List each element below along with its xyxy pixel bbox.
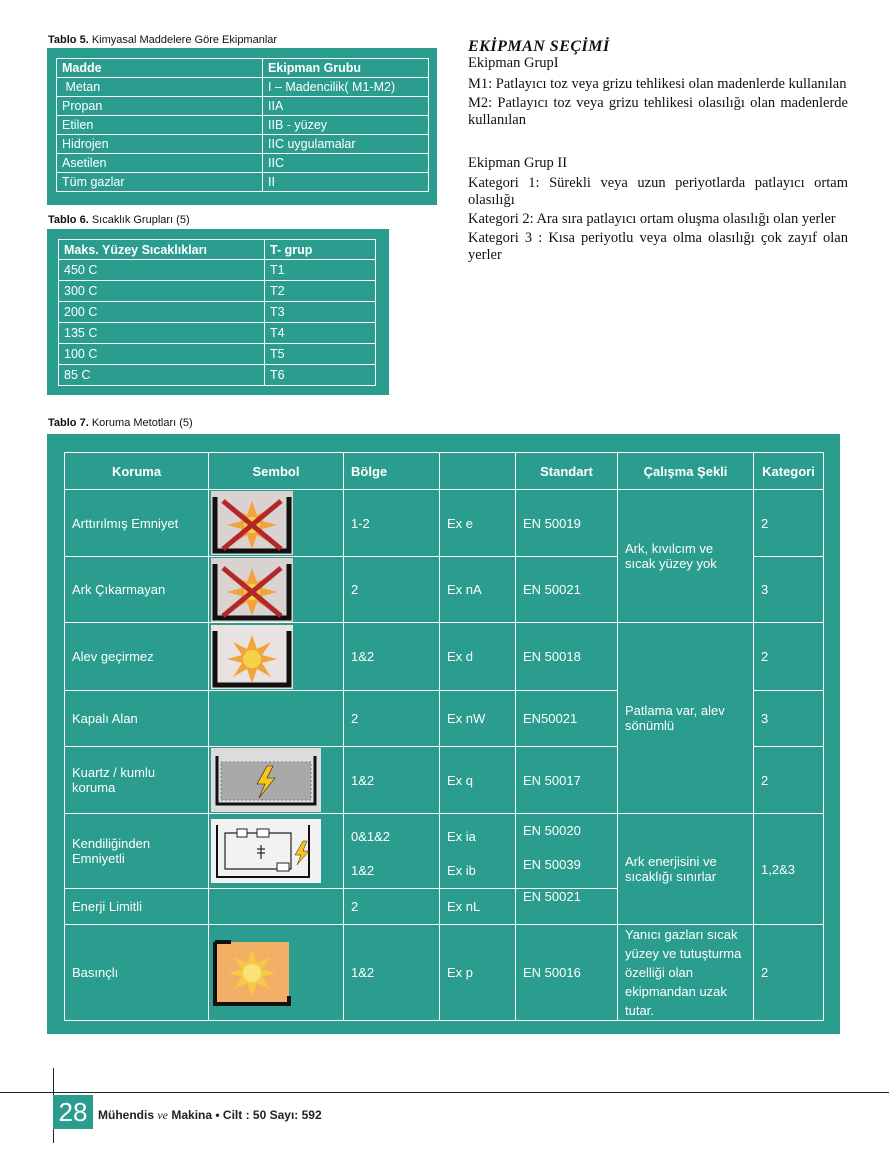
table-header-row bbox=[57, 59, 429, 78]
table-cell: Basınçlı bbox=[65, 925, 209, 1021]
table-cell: Kapalı Alan bbox=[65, 691, 209, 747]
grup1-title: Ekipman GrupI bbox=[468, 55, 559, 71]
tablo5-caption: Tablo 5. Kimyasal Maddelere Göre Ekipmanlar bbox=[48, 34, 278, 46]
header-cell: Standart bbox=[516, 453, 618, 490]
table-cell: Ex nL bbox=[440, 889, 516, 925]
m2-text: M2: Patlayıcı toz veya grizu tehlikesi olasılığı olan madenlerde kullanılan bbox=[468, 95, 848, 128]
tablo6-caption: Tablo 6. Sıcaklık Grupları (5) bbox=[48, 214, 190, 226]
table-cell: EN 50021 bbox=[516, 557, 618, 623]
tablo7-table bbox=[64, 452, 824, 1021]
table-cell: 2 bbox=[754, 747, 824, 814]
table-row bbox=[57, 116, 429, 135]
header-cell: Bölge bbox=[344, 453, 440, 490]
table-row bbox=[59, 302, 376, 323]
table-cell: Kendiliğinden Emniyetli bbox=[65, 814, 209, 889]
tablo6-table bbox=[58, 239, 376, 386]
section-title: EKİPMAN SEÇİMİ bbox=[468, 38, 610, 55]
header-cell: Madde bbox=[57, 59, 263, 78]
calisma-cell: Yanıcı gazları sıcak yüzey ve tutuşturma özelliği olan ekipmandan uzak tutar. bbox=[618, 925, 754, 1021]
table-cell: Hidrojen bbox=[57, 135, 263, 154]
bolge-ib: 1&2 bbox=[351, 863, 375, 878]
table-cell: Ex p bbox=[440, 925, 516, 1021]
table-cell: Ex q bbox=[440, 747, 516, 814]
tablo7-caption: Tablo 7. Koruma Metotları (5) bbox=[48, 417, 193, 429]
table-row bbox=[59, 344, 376, 365]
table-cell: Asetilen bbox=[57, 154, 263, 173]
table-row bbox=[57, 173, 429, 192]
table-cell: EN 50019 bbox=[516, 490, 618, 557]
table-cell: 2 bbox=[344, 691, 440, 747]
pressurized-enclosure-symbol-icon bbox=[211, 938, 293, 1008]
table-cell: 300 C bbox=[59, 281, 265, 302]
table-cell: Etilen bbox=[57, 116, 263, 135]
table-row bbox=[59, 260, 376, 281]
header-cell bbox=[440, 453, 516, 490]
tablo5-panel bbox=[47, 48, 437, 205]
table-cell: 2 bbox=[754, 623, 824, 691]
table-row bbox=[59, 365, 376, 386]
table-cell: 450 C bbox=[59, 260, 265, 281]
tablo5-table bbox=[56, 58, 429, 192]
table-cell: Ex nA bbox=[440, 557, 516, 623]
standart-ib: EN 50039 bbox=[523, 857, 581, 872]
table-cell: T5 bbox=[265, 344, 376, 365]
table-cell: Alev geçirmez bbox=[65, 623, 209, 691]
table-cell: EN 50016 bbox=[516, 925, 618, 1021]
table-cell: 1&2 bbox=[344, 925, 440, 1021]
table-cell: Ex nW bbox=[440, 691, 516, 747]
table-row bbox=[57, 154, 429, 173]
table-cell: Metan bbox=[57, 78, 263, 97]
table-cell: 135 C bbox=[59, 323, 265, 344]
table-row bbox=[57, 97, 429, 116]
table-cell: T3 bbox=[265, 302, 376, 323]
table-cell: 2 bbox=[754, 925, 824, 1021]
table-cell: 2 bbox=[344, 889, 440, 925]
spark-enclosure-symbol-icon bbox=[211, 625, 293, 689]
table-row bbox=[57, 78, 429, 97]
symbol-cell bbox=[209, 691, 344, 747]
journal-name-a: Mühendis bbox=[98, 1108, 154, 1122]
table-cell bbox=[344, 814, 440, 889]
calisma-cell: Ark enerjisini ve sıcaklığı sınırlar bbox=[618, 814, 754, 925]
journal-name-b: Makina bbox=[171, 1108, 213, 1122]
kod-ib: Ex ib bbox=[447, 863, 476, 878]
sand-filled-enclosure-symbol-icon bbox=[211, 748, 321, 812]
table-cell: EN 50017 bbox=[516, 747, 618, 814]
table-row bbox=[65, 623, 824, 691]
table-cell: Ex e bbox=[440, 490, 516, 557]
k1-text: Kategori 1: Sürekli veya uzun periyotlarda patlayıcı ortam olasılığı bbox=[468, 175, 848, 208]
header-cell: T- grup bbox=[265, 240, 376, 260]
table-row bbox=[57, 135, 429, 154]
table-cell: Arttırılmış Emniyet bbox=[65, 490, 209, 557]
table-cell: 1-2 bbox=[344, 490, 440, 557]
bolge-ia: 0&1&2 bbox=[351, 829, 391, 844]
table-cell: IIC bbox=[263, 154, 429, 173]
table-cell: Kuartz / kumlu koruma bbox=[65, 747, 209, 814]
table-header-row bbox=[59, 240, 376, 260]
table-cell: 3 bbox=[754, 691, 824, 747]
table-cell: IIC uygulamalar bbox=[263, 135, 429, 154]
table-cell: T4 bbox=[265, 323, 376, 344]
cross-spark-symbol-icon bbox=[211, 491, 293, 555]
table-cell: Ark Çıkarmayan bbox=[65, 557, 209, 623]
table-cell: EN 50021 bbox=[516, 889, 618, 925]
header-cell: Kategori bbox=[754, 453, 824, 490]
header-cell: Koruma bbox=[65, 453, 209, 490]
tablo6-panel bbox=[47, 229, 389, 395]
header-cell: Sembol bbox=[209, 453, 344, 490]
header-cell: Ekipman Grubu bbox=[263, 59, 429, 78]
table-cell: 3 bbox=[754, 557, 824, 623]
table-row bbox=[65, 814, 824, 889]
symbol-cell bbox=[209, 557, 344, 623]
header-cell: Maks. Yüzey Sıcaklıkları bbox=[59, 240, 265, 260]
journal-name-ve: ve bbox=[157, 1108, 168, 1122]
k3-text: Kategori 3 : Kısa periyotlu veya olma olasılığı çok zayıf olan yerler bbox=[468, 230, 848, 263]
table-cell: 200 C bbox=[59, 302, 265, 323]
kod-ia: Ex ia bbox=[447, 829, 476, 844]
journal-issue: • Cilt : 50 Sayı: 592 bbox=[215, 1108, 322, 1122]
symbol-cell bbox=[209, 490, 344, 557]
table-row bbox=[65, 925, 824, 1021]
table-cell: II bbox=[263, 173, 429, 192]
standart-ia: EN 50020 bbox=[523, 823, 581, 838]
table-cell: IIB - yüzey bbox=[263, 116, 429, 135]
table-cell: 1&2 bbox=[344, 747, 440, 814]
table-cell bbox=[440, 814, 516, 889]
table-cell: EN50021 bbox=[516, 691, 618, 747]
k2-text: Kategori 2: Ara sıra patlayıcı ortam oluşma olasılığı olan yerler bbox=[468, 211, 836, 227]
symbol-cell bbox=[209, 925, 344, 1021]
symbol-cell bbox=[209, 623, 344, 691]
table-cell: EN 50018 bbox=[516, 623, 618, 691]
table-cell: 2 bbox=[344, 557, 440, 623]
table-row bbox=[65, 490, 824, 557]
table-cell: Propan bbox=[57, 97, 263, 116]
symbol-cell bbox=[209, 889, 344, 925]
symbol-cell bbox=[209, 814, 344, 889]
footer-rule bbox=[0, 1092, 889, 1093]
table-header-row bbox=[65, 453, 824, 490]
table-cell: 85 C bbox=[59, 365, 265, 386]
tablo7-panel bbox=[47, 434, 840, 1034]
table-cell: Enerji Limitli bbox=[65, 889, 209, 925]
ekipman-secimi-section bbox=[468, 38, 848, 264]
circuit-symbol-icon bbox=[211, 819, 321, 883]
symbol-cell bbox=[209, 747, 344, 814]
calisma-cell: Ark, kıvılcım ve sıcak yüzey yok bbox=[618, 490, 754, 623]
cross-spark-symbol-icon bbox=[211, 558, 293, 622]
table-cell: 1&2 bbox=[344, 623, 440, 691]
header-cell: Çalışma Şekli bbox=[618, 453, 754, 490]
table-row bbox=[59, 281, 376, 302]
table-cell: Tüm gazlar bbox=[57, 173, 263, 192]
table-cell: 2 bbox=[754, 490, 824, 557]
table-cell: T6 bbox=[265, 365, 376, 386]
calisma-cell: Patlama var, alev sönümlü bbox=[618, 623, 754, 814]
page-number: 28 bbox=[53, 1095, 93, 1129]
table-cell: T1 bbox=[265, 260, 376, 281]
table-cell: IIA bbox=[263, 97, 429, 116]
kategori-cell: 1,2&3 bbox=[754, 814, 824, 925]
table-cell: Ex d bbox=[440, 623, 516, 691]
journal-footer bbox=[98, 1108, 322, 1123]
table-cell: 100 C bbox=[59, 344, 265, 365]
m1-text: M1: Patlayıcı toz veya grizu tehlikesi olan madenlerde kullanılan bbox=[468, 76, 847, 92]
table-cell bbox=[516, 814, 618, 889]
table-row bbox=[59, 323, 376, 344]
table-cell: I – Madencilik( M1-M2) bbox=[263, 78, 429, 97]
grup2-title: Ekipman Grup II bbox=[468, 155, 568, 171]
table-cell: T2 bbox=[265, 281, 376, 302]
